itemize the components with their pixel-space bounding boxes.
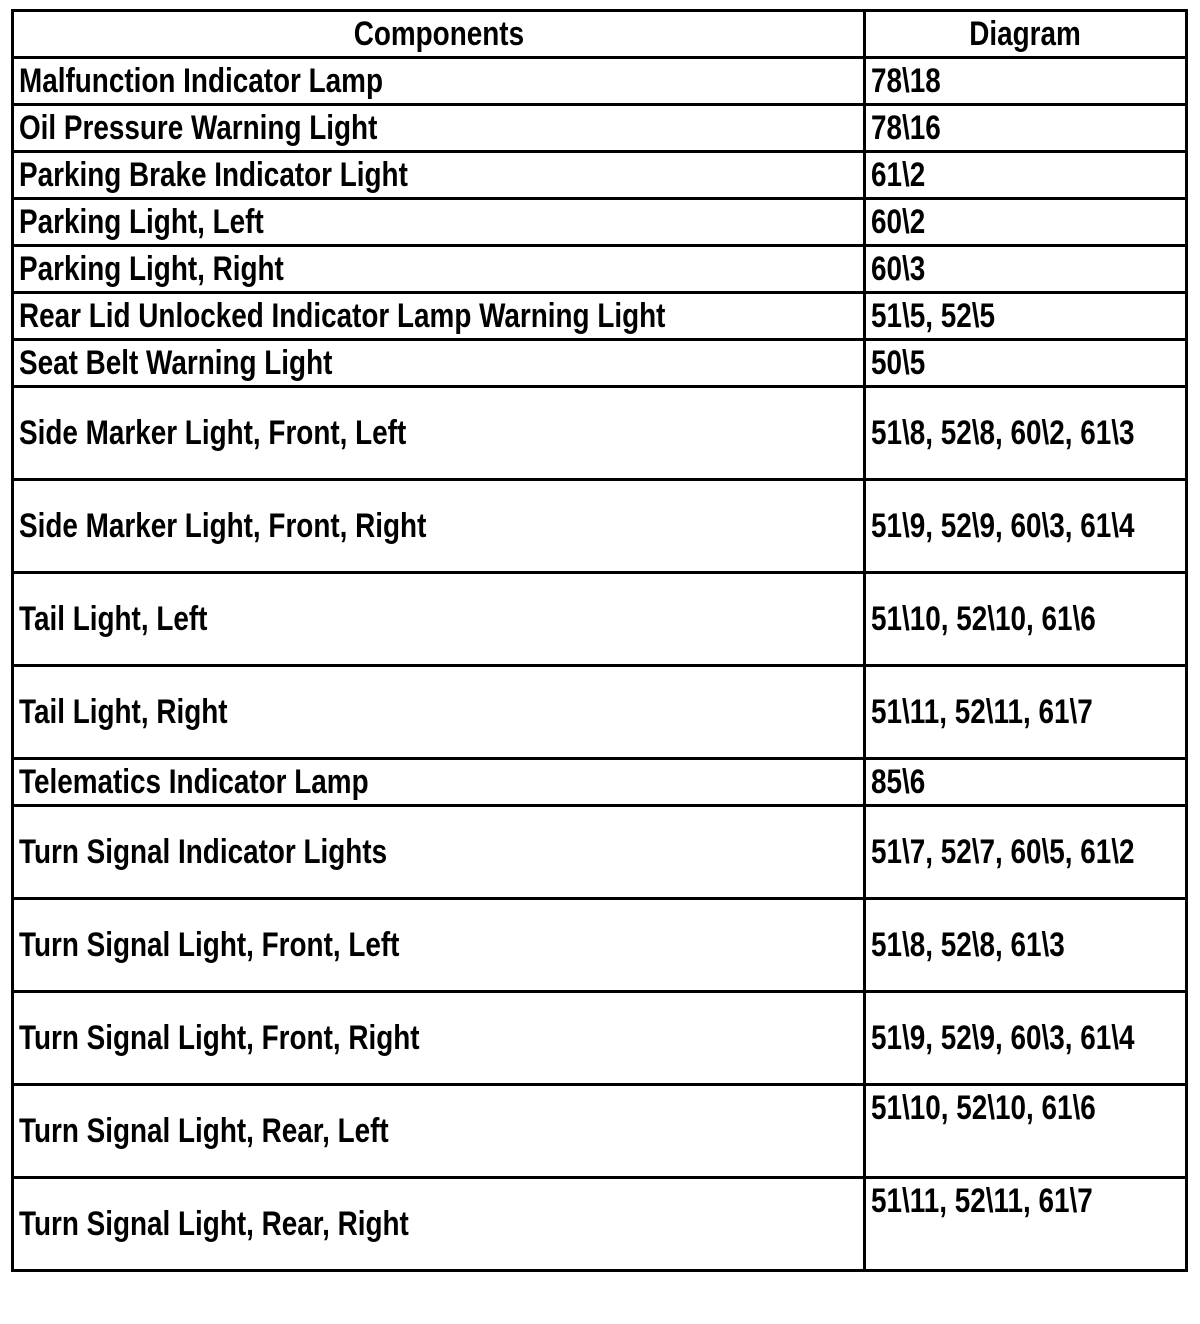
diagram-cell: 60\3: [865, 246, 1187, 293]
diagram-cell: 51\11, 52\11, 61\7: [865, 666, 1187, 759]
diagram-cell: 51\11, 52\11, 61\7: [865, 1178, 1187, 1271]
component-cell: Turn Signal Light, Rear, Right: [13, 1178, 865, 1271]
diagram-cell: 51\8, 52\8, 61\3: [865, 899, 1187, 992]
table-row: [13, 573, 1187, 666]
diagram-cell: 51\9, 52\9, 60\3, 61\4: [865, 992, 1187, 1085]
diagram-cell: 51\10, 52\10, 61\6: [865, 573, 1187, 666]
component-cell: Side Marker Light, Front, Right: [13, 480, 865, 573]
diagram-cell: 61\2: [865, 152, 1187, 199]
table-row: [13, 666, 1187, 759]
component-cell: Telematics Indicator Lamp: [13, 759, 865, 806]
diagram-cell: 51\10, 52\10, 61\6: [865, 1085, 1187, 1178]
header-diagram: Diagram: [865, 11, 1187, 58]
component-cell: Malfunction Indicator Lamp: [13, 58, 865, 105]
component-cell: Turn Signal Light, Front, Left: [13, 899, 865, 992]
table-row: [13, 992, 1187, 1085]
diagram-cell: 50\5: [865, 340, 1187, 387]
diagram-cell: 51\8, 52\8, 60\2, 61\3: [865, 387, 1187, 480]
table-row: [13, 105, 1187, 152]
diagram-cell: 51\5, 52\5: [865, 293, 1187, 340]
diagram-cell: 51\9, 52\9, 60\3, 61\4: [865, 480, 1187, 573]
table-row: [13, 1085, 1187, 1178]
diagram-cell: 78\16: [865, 105, 1187, 152]
component-cell: Tail Light, Right: [13, 666, 865, 759]
table-row: [13, 387, 1187, 480]
component-cell: Side Marker Light, Front, Left: [13, 387, 865, 480]
header-components: Components: [13, 11, 865, 58]
diagram-cell: 51\7, 52\7, 60\5, 61\2: [865, 806, 1187, 899]
component-cell: Turn Signal Light, Rear, Left: [13, 1085, 865, 1178]
diagram-cell: 60\2: [865, 199, 1187, 246]
components-diagram-table: [11, 9, 1188, 1272]
table-row: [13, 199, 1187, 246]
table-row: [13, 152, 1187, 199]
component-cell: Parking Brake Indicator Light: [13, 152, 865, 199]
table-row: [13, 759, 1187, 806]
diagram-cell: 85\6: [865, 759, 1187, 806]
component-cell: Tail Light, Left: [13, 573, 865, 666]
component-cell: Turn Signal Light, Front, Right: [13, 992, 865, 1085]
component-cell: Parking Light, Right: [13, 246, 865, 293]
component-cell: Seat Belt Warning Light: [13, 340, 865, 387]
header-row: [13, 11, 1187, 58]
table-row: [13, 340, 1187, 387]
table-row: [13, 806, 1187, 899]
table-row: [13, 58, 1187, 105]
component-cell: Oil Pressure Warning Light: [13, 105, 865, 152]
table-row: [13, 293, 1187, 340]
table-row: [13, 480, 1187, 573]
component-cell: Turn Signal Indicator Lights: [13, 806, 865, 899]
table-row: [13, 899, 1187, 992]
component-cell: Rear Lid Unlocked Indicator Lamp Warning Light: [13, 293, 865, 340]
table-row: [13, 246, 1187, 293]
table-row: [13, 1178, 1187, 1271]
diagram-cell: 78\18: [865, 58, 1187, 105]
component-cell: Parking Light, Left: [13, 199, 865, 246]
